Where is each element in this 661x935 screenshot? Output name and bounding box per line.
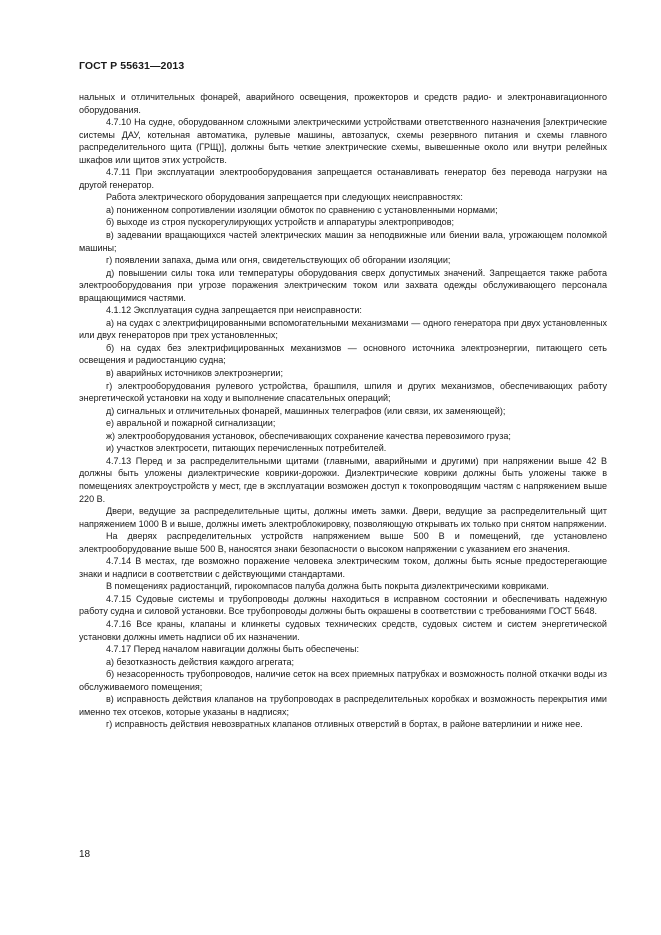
paragraph: а) пониженном сопротивлении изоляции обмоток по сравнению с установленными нормами;: [106, 204, 498, 215]
paragraph: д) повышении силы тока или температуры оборудования сверх допустимых значений. Запрещается также работа электрооборудования при угрозе поражения электрическим током или захвата одежды обслуживающего персонала вращающимися частями.: [79, 267, 607, 303]
paragraph: 4.1.12 Эксплуатация судна запрещается при неисправности:: [106, 305, 362, 316]
page-number: 18: [79, 849, 91, 860]
document-body: [79, 91, 607, 731]
paragraph: г) электрооборудования рулевого устройства, брашпиля, шпиля и других механизмов, обеспечивающих работу энергетической установки на ходу и выполнение спасательных операций;: [79, 380, 607, 404]
paragraph: в) задевании вращающихся частей электрических машин за неподвижные или биении вала, угрожающем поломкой машины;: [79, 230, 607, 253]
paragraph: 4.7.10 На судне, оборудованном сложными электрическими устройствами ответственного назначения [электрические системы ДАУ, котельная автоматика, рулевые машины, автозапуск, схемы резервного питания и схемы главного распределительного щита (ГРЩ)], должны быть четкие электрические схемы, вывешенные около или внутри релейных шкафов или щитов этих устройств.: [79, 117, 607, 165]
paragraph: а) безотказность действия каждого агрегата;: [106, 656, 295, 667]
paragraph: 4.7.14 В местах, где возможно поражение человека электрическим током, должны быть ясные предостерегающие знаки и надписи в соответствии с действующими стандартами.: [79, 556, 607, 579]
paragraph: в) аварийных источников электроэнергии;: [106, 368, 283, 379]
document-header: ГОСТ Р 55631—2013: [79, 60, 185, 72]
paragraph: г) появлении запаха, дыма или огня, свидетельствующих об обгорании изоляции;: [106, 255, 451, 266]
paragraph: ж) электрооборудования установок, обеспечивающих сохранение качества перевозимого груза;: [106, 430, 511, 441]
paragraph: 4.7.16 Все краны, клапаны и клинкеты судовых технических средств, судовых систем и систем энергетической установки должны иметь надписи об их назначении.: [79, 618, 607, 642]
paragraph: а) на судах с электрифицированными вспомогательными механизмами — одного генератора при двух установленных или двух генераторов при трех установленных;: [79, 317, 607, 341]
paragraph: б) на судах без электрифицированных механизмов — основного источника электроэнергии, питающего сеть освещения и радиостанцию судна;: [79, 342, 607, 366]
paragraph: б) незасоренность трубопроводов, наличие сеток на всех приемных патрубках и возможность полной откачки воды из обслуживаемого помещения;: [79, 669, 607, 692]
paragraph: д) сигнальных и отличительных фонарей, машинных телеграфов (или связи, их заменяющей);: [106, 405, 506, 416]
paragraph: б) выходе из строя пускорегулирующих устройств и аппаратуры электроприводов;: [106, 217, 455, 228]
paragraph: е) авральной и пожарной сигнализации;: [106, 418, 276, 429]
paragraph: нальных и отличительных фонарей, аварийного освещения, прожекторов и средств радио- и электронавигационного оборудования.: [79, 92, 607, 115]
paragraph: 4.7.13 Перед и за распределительными щитами (главными, аварийными и другими) при напряжении выше 42 В должны быть уложены диэлектрические коврики-дорожки. Диэлектрические коврики должны быть уложены также в помещениях электроустройств у мест, где в эксплуатации возможен доступ к токопроводящим частям с напряжением выше 220 В.: [79, 455, 607, 504]
paragraph: 4.7.15 Судовые системы и трубопроводы должны находиться в исправном состоянии и обеспечивать надежную работу судна и силовой установки. Все трубопроводы должны быть окрашены в соответствии с требованиями ГОСТ 5648.: [79, 593, 607, 617]
paragraph: и) участков электросети, питающих перечисленных потребителей.: [106, 443, 387, 454]
paragraph: г) исправность действия невозвратных клапанов отливных отверстий в бортах, в районе ватерлинии и ниже нее.: [106, 719, 583, 730]
paragraph: В помещениях радиостанций, гирокомпасов палуба должна быть покрыта диэлектрическими ковриками.: [106, 581, 549, 592]
paragraph: На дверях распределительных устройств напряжением выше 500 В и помещений, где установлено электрооборудование выше 500 В, наносятся знаки безопасности о высоком напряжении с указанием его значения.: [79, 531, 607, 554]
paragraph: 4.7.17 Перед началом навигации должны быть обеспечены:: [106, 644, 359, 655]
paragraph: Работа электрического оборудования запрещается при следующих неисправностях:: [106, 192, 463, 203]
paragraph: Двери, ведущие за распределительные щиты, должны иметь замки. Двери, ведущие за распределительный щит напряжением 1000 В и выше, должны иметь электроблокировку, позволяющую открывать их только при снятом напряжении.: [79, 506, 607, 529]
paragraph: в) исправность действия клапанов на трубопроводах в распределительных коробках и возможность перекрытия ими именно тех отсеков, которые указаны в надписях;: [79, 694, 607, 717]
paragraph: 4.7.11 При эксплуатации электрооборудования запрещается останавливать генератор без перевода нагрузки на другой генератор.: [79, 167, 607, 190]
